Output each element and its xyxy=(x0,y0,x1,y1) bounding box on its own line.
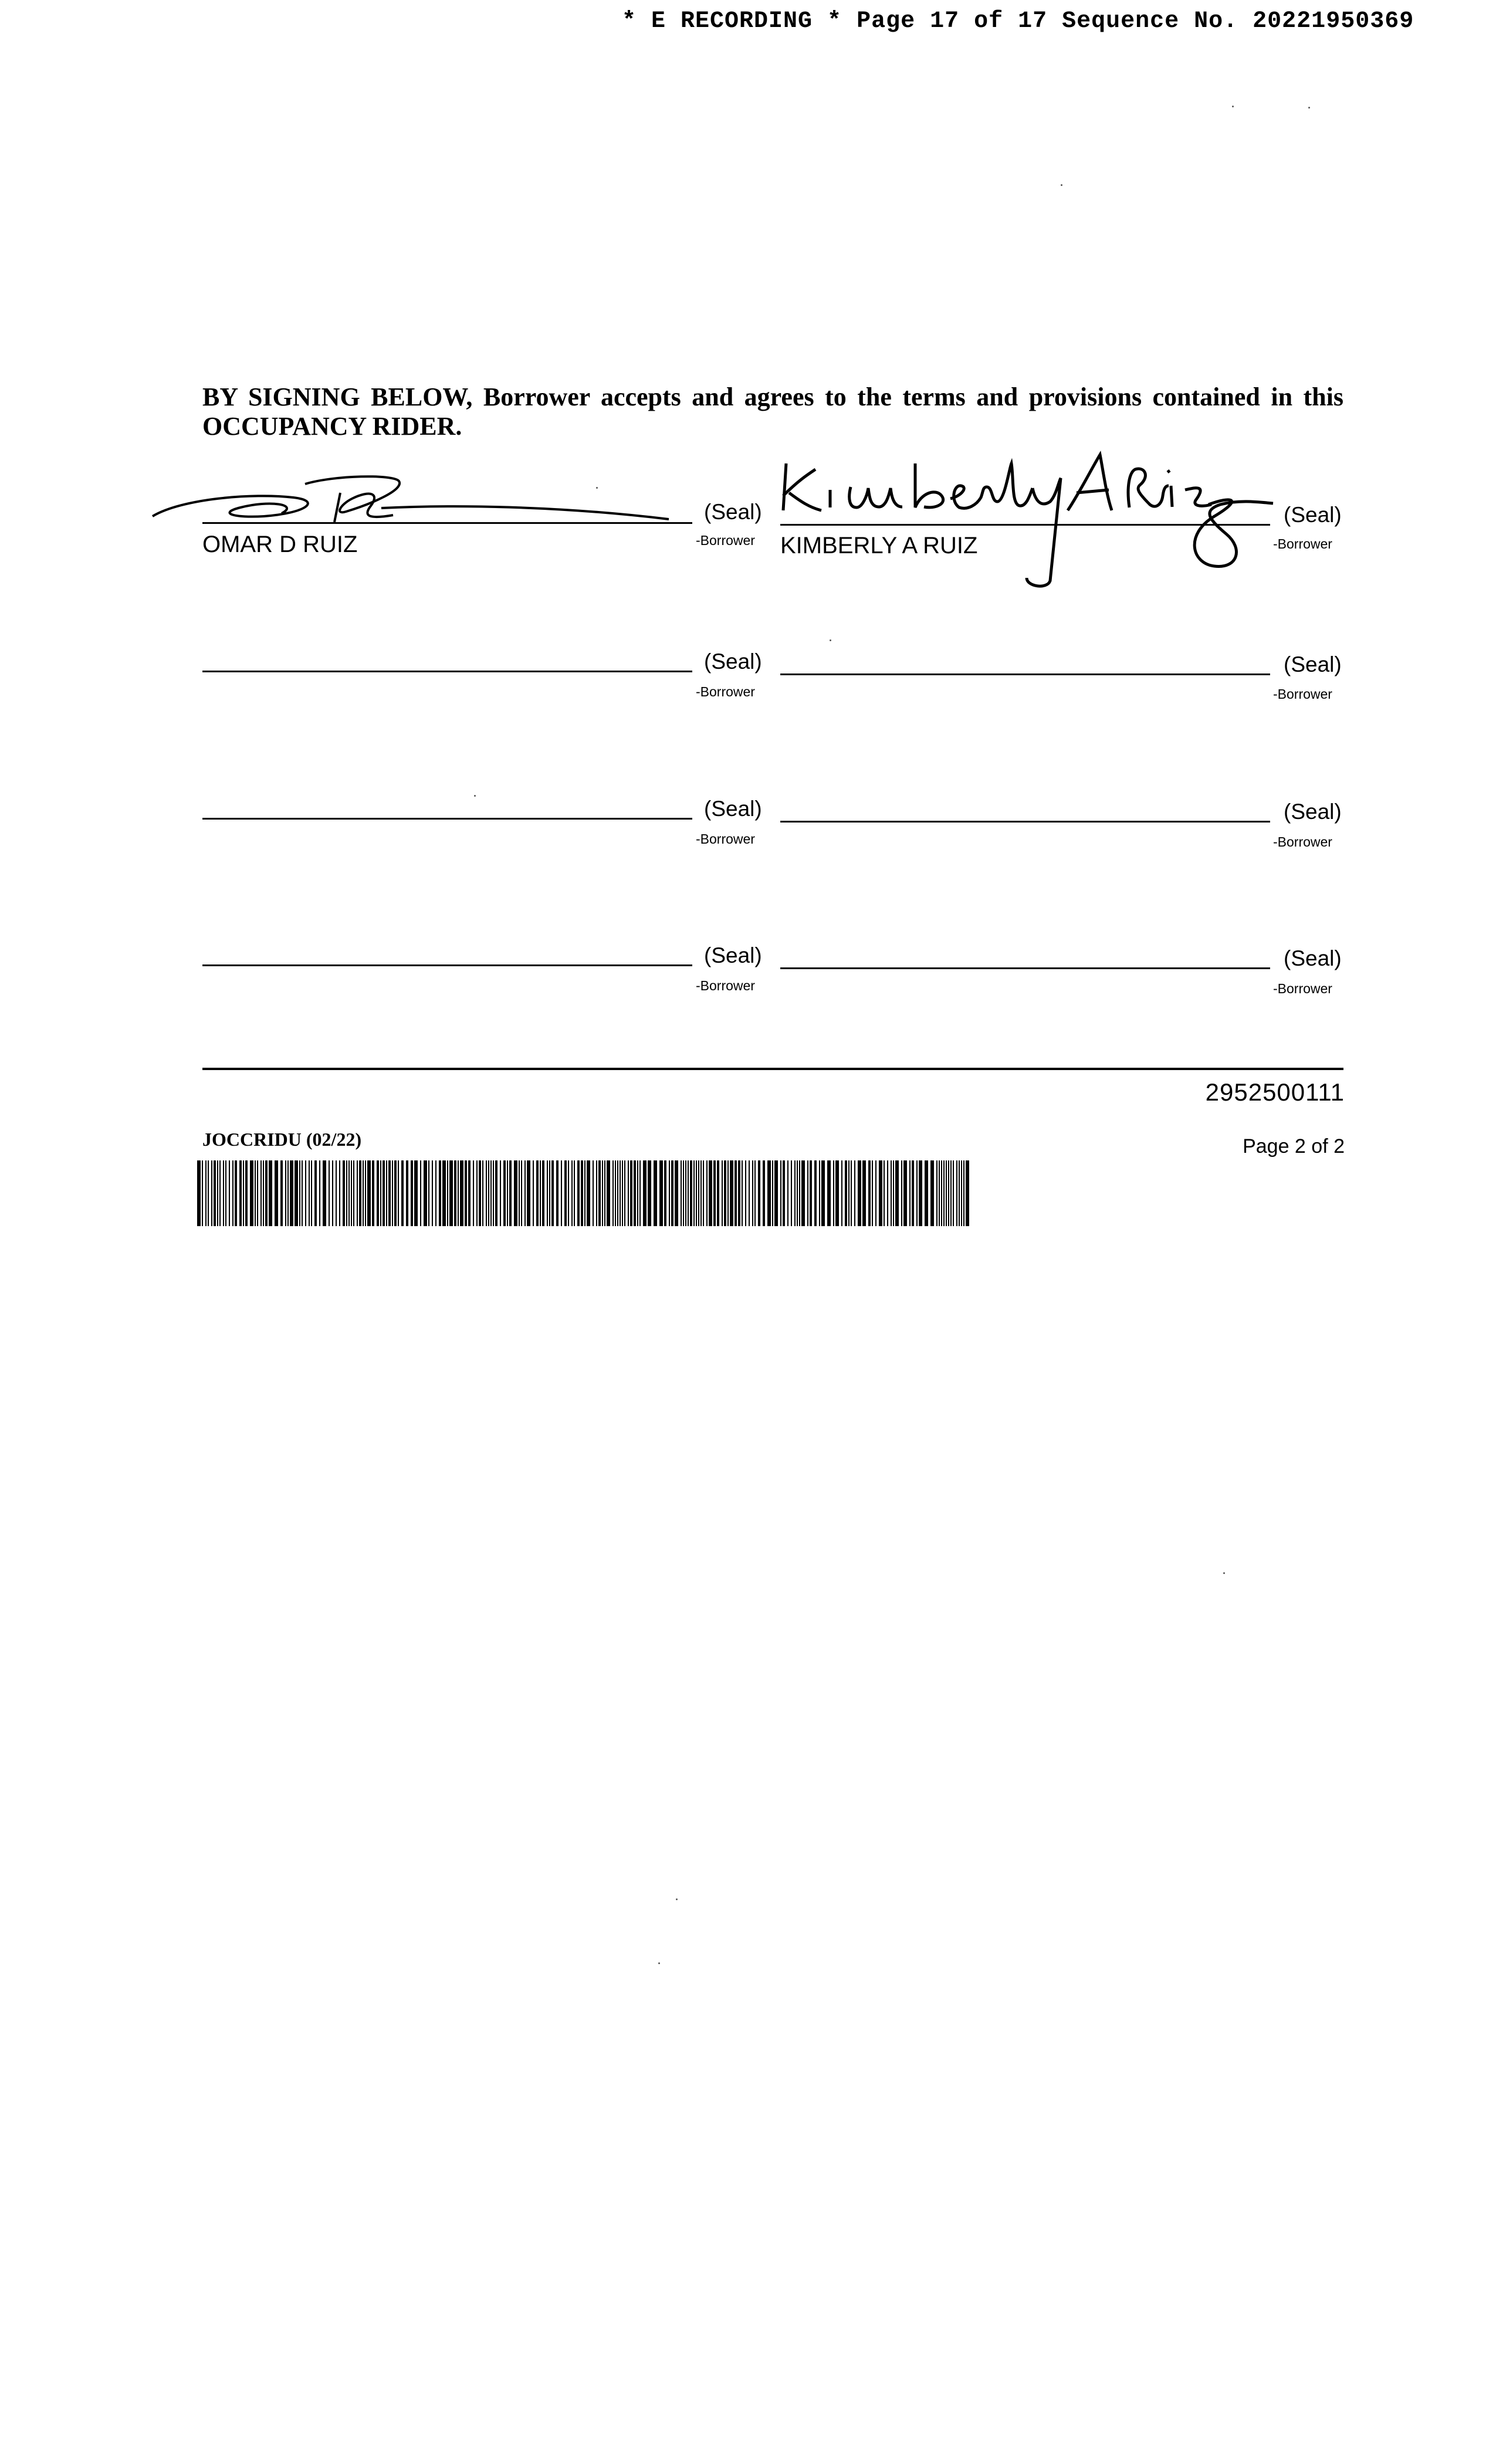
seal-label: (Seal) xyxy=(1284,503,1342,527)
barcode-bar xyxy=(703,1160,704,1226)
barcode-bar xyxy=(323,1160,326,1226)
barcode-bar xyxy=(862,1160,866,1226)
barcode-bar xyxy=(956,1160,957,1226)
barcode-bar xyxy=(460,1160,463,1226)
barcode-bar xyxy=(903,1160,907,1226)
barcode-bar xyxy=(377,1160,379,1226)
barcode-bar xyxy=(620,1160,621,1226)
barcode-bar xyxy=(239,1160,242,1226)
barcode-bar xyxy=(401,1160,404,1226)
seal-label: (Seal) xyxy=(1284,652,1342,676)
barcode-bar xyxy=(447,1160,448,1226)
barcode-bar xyxy=(774,1160,778,1226)
borrower-caption: -Borrower xyxy=(1273,686,1332,702)
barcode-bar xyxy=(214,1160,216,1226)
footer-divider xyxy=(202,1068,1343,1070)
barcode-bar xyxy=(260,1160,262,1226)
barcode-bar xyxy=(380,1160,381,1226)
barcode-bar xyxy=(549,1160,550,1226)
barcode-bar xyxy=(735,1160,737,1226)
barcode-bar xyxy=(197,1160,201,1226)
barcode-bar xyxy=(309,1160,310,1226)
barcode-bar xyxy=(392,1160,393,1226)
barcode-bar xyxy=(841,1160,842,1226)
barcode-bar xyxy=(851,1160,852,1226)
barcode-bar xyxy=(930,1160,934,1226)
barcode-bar xyxy=(909,1160,911,1226)
barcode-bar xyxy=(357,1160,358,1226)
barcode-bar xyxy=(232,1160,233,1226)
barcode-bar xyxy=(659,1160,663,1226)
barcode-bar xyxy=(706,1160,708,1226)
barcode-bar xyxy=(688,1160,689,1226)
barcode-bar xyxy=(414,1160,418,1226)
barcode-bar xyxy=(767,1160,771,1226)
barcode-bar xyxy=(709,1160,712,1226)
barcode-bar xyxy=(887,1160,888,1226)
barcode-bar xyxy=(669,1160,670,1226)
barcode-bar xyxy=(524,1160,526,1226)
barcode-bar xyxy=(339,1160,340,1226)
barcode-bar xyxy=(912,1160,914,1226)
barcode-bar xyxy=(332,1160,333,1226)
barcode-bar xyxy=(406,1160,408,1226)
borrower-caption: -Borrower xyxy=(696,831,755,847)
barcode-bar xyxy=(943,1160,945,1226)
barcode-bar xyxy=(295,1160,298,1226)
barcode-bar xyxy=(343,1160,345,1226)
barcode-bar xyxy=(290,1160,293,1226)
barcode-bar xyxy=(568,1160,569,1226)
borrower-caption: -Borrower xyxy=(696,978,755,993)
barcode-bar xyxy=(854,1160,855,1226)
barcode-bar xyxy=(245,1160,248,1226)
barcode-bar xyxy=(561,1160,562,1226)
barcode-bar xyxy=(435,1160,436,1226)
scan-speck xyxy=(1061,184,1062,186)
barcode-bar xyxy=(353,1160,354,1226)
barcode-bar xyxy=(794,1160,796,1226)
barcode-bar xyxy=(329,1160,330,1226)
barcode-bar xyxy=(946,1160,947,1226)
barcode-bar xyxy=(787,1160,788,1226)
barcode-bar xyxy=(730,1160,733,1226)
barcode-bar xyxy=(783,1160,785,1226)
barcode-bar xyxy=(593,1160,594,1226)
barcode-bar xyxy=(305,1160,306,1226)
signature-line-borrower-7 xyxy=(202,964,692,966)
barcode-bar xyxy=(966,1160,969,1226)
barcode-bar xyxy=(833,1160,834,1226)
scan-speck xyxy=(658,1962,660,1964)
barcode-bar xyxy=(521,1160,522,1226)
barcode-bar xyxy=(367,1160,371,1226)
barcode-bar xyxy=(482,1160,483,1226)
barcode-bar xyxy=(827,1160,831,1226)
scan-speck xyxy=(830,639,831,641)
barcode-bar xyxy=(225,1160,226,1226)
barcode-bar xyxy=(821,1160,825,1226)
barcode-bar xyxy=(742,1160,743,1226)
barcode-bar xyxy=(879,1160,882,1226)
omar-handwritten-signature xyxy=(147,458,675,534)
barcode-bar xyxy=(587,1160,590,1226)
barcode-bar xyxy=(683,1160,684,1226)
barcode-bar xyxy=(363,1160,364,1226)
barcode-bar xyxy=(465,1160,467,1226)
barcode-bar xyxy=(724,1160,726,1226)
barcode-bar xyxy=(624,1160,625,1226)
barcode-bar xyxy=(581,1160,583,1226)
barcode-bar xyxy=(919,1160,922,1226)
barcode-bar xyxy=(495,1160,497,1226)
barcode-bar xyxy=(604,1160,605,1226)
barcode-bar xyxy=(439,1160,441,1226)
barcode-bar xyxy=(801,1160,805,1226)
barcode-bar xyxy=(648,1160,651,1226)
barcode-bar xyxy=(848,1160,849,1226)
page-number: Page 2 of 2 xyxy=(1243,1135,1345,1157)
barcode-bar xyxy=(285,1160,286,1226)
barcode-bar xyxy=(217,1160,218,1226)
barcode-bar xyxy=(205,1160,207,1226)
barcode-bar xyxy=(398,1160,399,1226)
barcode-bar xyxy=(738,1160,740,1226)
barcode-bar xyxy=(607,1160,610,1226)
barcode-bar xyxy=(219,1160,221,1226)
barcode-bar xyxy=(556,1160,559,1226)
borrower-caption: -Borrower xyxy=(1273,536,1332,551)
barcode-bar xyxy=(479,1160,481,1226)
barcode-bar xyxy=(752,1160,753,1226)
barcode-bar xyxy=(584,1160,585,1226)
barcode-bar xyxy=(314,1160,317,1226)
barcode-bar xyxy=(411,1160,413,1226)
barcode-bar xyxy=(255,1160,256,1226)
barcode-bar xyxy=(365,1160,366,1226)
barcode-bar xyxy=(893,1160,894,1226)
barcode-bar xyxy=(243,1160,244,1226)
barcode-bar xyxy=(311,1160,312,1226)
barcode-bar xyxy=(639,1160,641,1226)
barcode-bar xyxy=(202,1160,203,1226)
seal-label: (Seal) xyxy=(704,649,762,673)
barcode-bar xyxy=(950,1160,952,1226)
scan-speck xyxy=(596,487,598,489)
barcode-bar xyxy=(895,1160,899,1226)
barcode-bar xyxy=(664,1160,666,1226)
borrower-caption: -Borrower xyxy=(696,684,755,699)
barcode-bar xyxy=(953,1160,954,1226)
signature-line-borrower-6 xyxy=(780,821,1270,823)
barcode-bar xyxy=(490,1160,492,1226)
barcode-bar xyxy=(628,1160,629,1226)
barcode-bar xyxy=(654,1160,657,1226)
barcode-bar xyxy=(698,1160,699,1226)
barcode-bar xyxy=(250,1160,253,1226)
barcode-bar xyxy=(948,1160,949,1226)
barcode-bar xyxy=(925,1160,928,1226)
barcode-bar xyxy=(637,1160,638,1226)
barcode-bar xyxy=(336,1160,337,1226)
barcode-bar xyxy=(671,1160,673,1226)
signature-line-borrower-5 xyxy=(202,818,692,820)
barcode-bar xyxy=(577,1160,580,1226)
barcode-bar xyxy=(514,1160,517,1226)
loan-number: 2952500111 xyxy=(1205,1078,1345,1106)
barcode-bar xyxy=(420,1160,421,1226)
barcode-bar xyxy=(299,1160,300,1226)
signer-name-kimberly: KIMBERLY A RUIZ xyxy=(780,533,978,559)
barcode-bar xyxy=(348,1160,350,1226)
barcode-bar xyxy=(700,1160,702,1226)
barcode-bar xyxy=(602,1160,603,1226)
barcode-bar xyxy=(643,1160,647,1226)
barcode-bar xyxy=(574,1160,575,1226)
seal-label: (Seal) xyxy=(1284,800,1342,824)
barcode-bar xyxy=(302,1160,303,1226)
signature-line-borrower-4 xyxy=(780,673,1270,675)
barcode-bar xyxy=(388,1160,391,1226)
barcode-bar xyxy=(722,1160,723,1226)
recording-stamp: * E RECORDING * Page 17 of 17 Sequence No. 20221950369 xyxy=(622,8,1414,35)
barcode-bar xyxy=(473,1160,474,1226)
barcode-bar xyxy=(476,1160,478,1226)
barcode-bar xyxy=(916,1160,918,1226)
barcode-bar xyxy=(622,1160,623,1226)
barcode-bar xyxy=(685,1160,686,1226)
barcode-bar xyxy=(507,1160,508,1226)
borrower-caption: -Borrower xyxy=(1273,834,1332,849)
barcode-bar xyxy=(936,1160,937,1226)
barcode-bar xyxy=(772,1160,773,1226)
seal-label: (Seal) xyxy=(704,500,762,524)
barcode-bar xyxy=(634,1160,636,1226)
barcode-bar xyxy=(596,1160,597,1226)
barcode-bar xyxy=(693,1160,695,1226)
barcode-bar xyxy=(428,1160,429,1226)
barcode-bar xyxy=(229,1160,230,1226)
barcode-bar xyxy=(745,1160,746,1226)
barcode-bar xyxy=(442,1160,446,1226)
barcode-bar xyxy=(749,1160,750,1226)
barcode-bar xyxy=(690,1160,692,1226)
barcode-bar xyxy=(468,1160,471,1226)
barcode-bar xyxy=(547,1160,548,1226)
borrower-caption: -Borrower xyxy=(696,533,755,548)
barcode-bar xyxy=(533,1160,534,1226)
barcode-bar xyxy=(383,1160,385,1226)
barcode-bar xyxy=(394,1160,397,1226)
barcode-bar xyxy=(617,1160,618,1226)
barcode-bar xyxy=(564,1160,567,1226)
barcode-bar xyxy=(351,1160,352,1226)
barcode-bar xyxy=(807,1160,808,1226)
barcode-bar xyxy=(359,1160,361,1226)
scan-speck xyxy=(1232,106,1234,107)
barcode-bar xyxy=(211,1160,212,1226)
seal-label: (Seal) xyxy=(704,797,762,821)
barcode-bar xyxy=(875,1160,876,1226)
barcode-bar xyxy=(961,1160,962,1226)
barcode-bar xyxy=(275,1160,278,1226)
barcode-bar xyxy=(235,1160,237,1226)
barcode-bar xyxy=(615,1160,616,1226)
barcode-bar xyxy=(612,1160,614,1226)
seal-label: (Seal) xyxy=(704,943,762,967)
barcode-bar xyxy=(901,1160,902,1226)
barcode-bar xyxy=(891,1160,892,1226)
kimberly-handwritten-signature xyxy=(774,446,1302,593)
barcode-bar xyxy=(845,1160,847,1226)
barcode-bar xyxy=(959,1160,960,1226)
barcode-bar xyxy=(454,1160,456,1226)
barcode-bar xyxy=(500,1160,501,1226)
barcode-bar xyxy=(540,1160,541,1226)
barcode-bar xyxy=(509,1160,512,1226)
barcode-bar xyxy=(223,1160,224,1226)
barcode-bar xyxy=(503,1160,506,1226)
scan-speck xyxy=(676,1898,678,1900)
scan-speck xyxy=(1308,107,1310,109)
barcode-bar xyxy=(486,1160,487,1226)
scan-speck xyxy=(1223,1572,1225,1574)
barcode-bar xyxy=(799,1160,800,1226)
barcode-bar xyxy=(488,1160,489,1226)
barcode-bar xyxy=(630,1160,632,1226)
barcode-bar xyxy=(814,1160,817,1226)
barcode-bar xyxy=(280,1160,283,1226)
acceptance-statement: BY SIGNING BELOW, Borrower accepts and agrees to the terms and provisions contained in this OCCUPANCY RIDER. xyxy=(202,383,1343,441)
barcode-bar xyxy=(763,1160,765,1226)
barcode-bar xyxy=(810,1160,812,1226)
barcode-bar xyxy=(868,1160,871,1226)
barcode-bar xyxy=(208,1160,209,1226)
barcode-bar xyxy=(493,1160,494,1226)
barcode-bar xyxy=(758,1160,760,1226)
barcode-bar xyxy=(780,1160,781,1226)
barcode-bar xyxy=(542,1160,544,1226)
barcode-bar xyxy=(432,1160,433,1226)
barcode-bar xyxy=(571,1160,573,1226)
barcode-bar xyxy=(675,1160,678,1226)
document-barcode xyxy=(197,1160,972,1226)
barcode-bar xyxy=(963,1160,964,1226)
barcode-bar xyxy=(858,1160,861,1226)
barcode-bar xyxy=(819,1160,820,1226)
barcode-bar xyxy=(872,1160,873,1226)
barcode-bar xyxy=(263,1160,264,1226)
barcode-bar xyxy=(372,1160,374,1226)
barcode-bar xyxy=(449,1160,453,1226)
signature-line-borrower-8 xyxy=(780,967,1270,969)
barcode-bar xyxy=(727,1160,729,1226)
signature-line-borrower-3 xyxy=(202,671,692,672)
barcode-bar xyxy=(884,1160,885,1226)
scan-speck xyxy=(474,795,476,797)
barcode-bar xyxy=(346,1160,347,1226)
barcode-bar xyxy=(319,1160,320,1226)
barcode-bar xyxy=(797,1160,798,1226)
seal-label: (Seal) xyxy=(1284,946,1342,970)
barcode-bar xyxy=(527,1160,530,1226)
barcode-bar xyxy=(269,1160,272,1226)
barcode-bar xyxy=(386,1160,387,1226)
barcode-bar xyxy=(717,1160,719,1226)
form-code: JOCCRIDU (02/22) xyxy=(202,1129,362,1150)
barcode-bar xyxy=(791,1160,792,1226)
barcode-bar xyxy=(696,1160,697,1226)
barcode-bar xyxy=(257,1160,258,1226)
barcode-bar xyxy=(939,1160,940,1226)
barcode-bar xyxy=(536,1160,539,1226)
barcode-bar xyxy=(519,1160,520,1226)
barcode-bar xyxy=(681,1160,682,1226)
barcode-bar xyxy=(713,1160,716,1226)
barcode-bar xyxy=(424,1160,427,1226)
barcode-bar xyxy=(551,1160,554,1226)
barcode-bar xyxy=(287,1160,289,1226)
borrower-caption: -Borrower xyxy=(1273,981,1332,996)
signer-name-omar: OMAR D RUIZ xyxy=(202,532,358,557)
barcode-bar xyxy=(598,1160,601,1226)
barcode-bar xyxy=(265,1160,268,1226)
barcode-bar xyxy=(458,1160,459,1226)
barcode-bar xyxy=(941,1160,942,1226)
barcode-bar xyxy=(835,1160,839,1226)
barcode-bar xyxy=(754,1160,756,1226)
